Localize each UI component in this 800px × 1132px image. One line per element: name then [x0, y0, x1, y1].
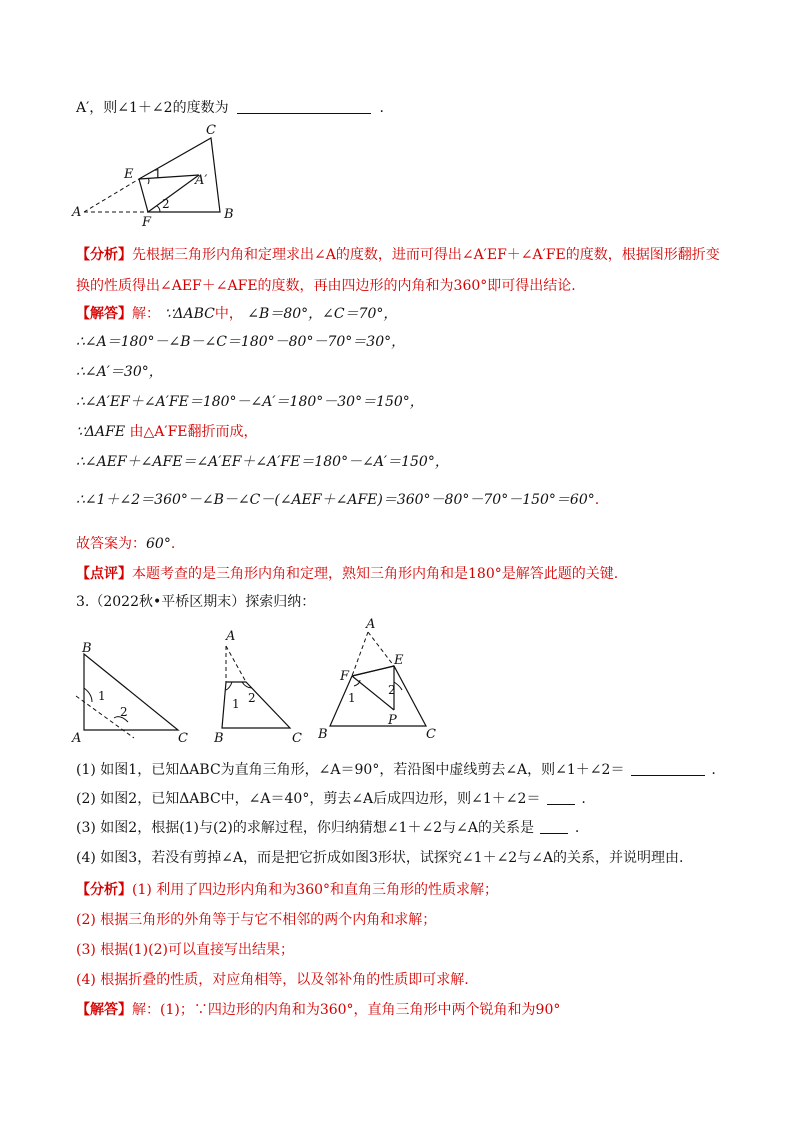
fig2-label-c: C	[292, 731, 302, 744]
fig2-label-1: 1	[232, 697, 240, 711]
q3-part4: (4) 如图3，若没有剪掉∠A，而是把它折成如图3形状，试探究∠1＋∠2与∠A的关系，并说明理由.	[76, 850, 684, 866]
angle-1-arc	[148, 178, 149, 184]
answer1-line	[76, 534, 175, 554]
solution1-line6: ∴∠AEF＋∠AFE＝∠A′EF＋∠A′FE＝180°－∠A′＝150°，	[76, 454, 449, 470]
solution2-jie: 解：	[132, 1002, 160, 1018]
fig3-label-c: C	[426, 727, 436, 742]
answer-blank	[237, 99, 371, 114]
analysis2-line2: (2) 根据三角形的外角等于与它不相邻的两个内角和求解；	[76, 912, 437, 928]
solution1-line7-text: ∴∠1＋∠2＝360°－∠B－∠C－(∠AEF＋∠AFE)＝360°－80°－70°－150°＝60°	[76, 492, 595, 508]
analysis1-text1: 先根据三角形内角和定理求出∠A的度数，进而可得出∠A′EF＋∠A′FE的度数，根据图形翻折变	[132, 247, 720, 263]
question3-heading: 3.（2022秋•平桥区期末）探索归纳：	[76, 594, 316, 610]
analysis2-text1: (1) 利用了四边形内角和为360°和直角三角形的性质求解；	[132, 882, 499, 898]
q3-part2-end: .	[581, 791, 586, 807]
fig1-label-c: C	[178, 731, 188, 744]
q3-part2-text: (2) 如图2，已知ΔABC中，∠A＝40°，剪去∠A后成四边形，则∠1＋∠2＝	[76, 791, 541, 807]
q3-part3-end: .	[574, 820, 580, 836]
solution1-line7-end: .	[594, 492, 600, 508]
q3-part2-blank	[547, 790, 575, 805]
angle-2-arc	[157, 206, 160, 212]
fig1-label-b: B	[82, 641, 92, 656]
solution2-tag: 【解答】	[76, 1002, 132, 1018]
analysis1-line2	[76, 276, 576, 296]
q3-part1-text: (1) 如图1，已知ΔABC为直角三角形，∠A＝90°，若沿图中虚线剪去∠A，则∠1＋∠2＝	[76, 762, 625, 778]
label-angle-1: 1	[154, 167, 162, 181]
solution1-afe: ∵ΔAFE	[76, 424, 126, 440]
q3-part3-text: (3) 如图2，根据(1)与(2)的求解过程，你归纳猜想∠1＋∠2与∠A的关系是	[76, 820, 534, 836]
fig1-label-2: 2	[120, 705, 128, 719]
solution1-jie: 解：	[132, 306, 160, 322]
solution1-line1	[76, 304, 397, 324]
answer1-end: .	[170, 536, 176, 552]
solution1-line7	[76, 490, 599, 510]
fig3-label-p: P	[388, 713, 397, 728]
comment1-line	[76, 564, 618, 584]
solution1-given: ∠B＝80°，∠C＝70°，	[247, 306, 398, 322]
label-angle-2: 2	[162, 197, 170, 211]
figure-2-cut-triangle	[212, 622, 312, 744]
figure-folded-triangle	[68, 118, 248, 228]
solution1-triangle: ∵ΔABC	[164, 306, 215, 322]
dashed-edge-ae	[84, 179, 139, 212]
label-e: E	[124, 167, 134, 182]
dashed-edge-fig2-right	[226, 646, 246, 682]
lead-line	[76, 98, 384, 118]
solution1-line4: ∴∠A′EF＋∠A′FE＝180°－∠A′＝180°－30°＝150°，	[76, 394, 424, 410]
solution1-line3: ∴∠A′＝30°，	[76, 364, 163, 380]
solution2-text: (1)；∵四边形的内角和为360°，直角三角形中两个锐角和为90°	[160, 1002, 561, 1018]
solution1-zhong: 中，	[214, 306, 243, 322]
solution1-line5	[76, 422, 258, 442]
fig1-label-1: 1	[98, 689, 106, 703]
analysis-tag: 【分析】	[76, 247, 132, 263]
quadrilateral-ecbf	[139, 138, 220, 212]
comment1-text: 本题考查的是三角形内角和定理，熟知三角形内角和是180°是解答此题的关键.	[132, 566, 619, 582]
label-f: F	[142, 215, 152, 228]
fig3-label-2: 2	[388, 683, 396, 697]
lead-end: .	[379, 100, 384, 116]
dashed-edge-fig3-left	[352, 632, 368, 676]
analysis2-tag: 【分析】	[76, 882, 132, 898]
solution2-line1	[76, 1000, 560, 1020]
angle-1-arc-fig3	[354, 680, 360, 686]
answer1-value: 60°	[146, 536, 171, 552]
q3-part2	[76, 789, 586, 809]
analysis2-line3: (3) 根据(1)(2)可以直接写出结果；	[76, 942, 294, 958]
analysis2-line1	[76, 880, 498, 900]
label-b: B	[224, 207, 234, 222]
figure-1-right-triangle	[70, 640, 200, 744]
figure-3-folded-triangle	[318, 614, 446, 744]
q3-part3-blank	[540, 819, 568, 834]
lead-text: A′，则∠1＋∠2的度数为	[76, 100, 229, 116]
label-a: A	[72, 205, 82, 220]
fig2-label-2: 2	[248, 691, 256, 705]
comment-tag: 【点评】	[76, 566, 132, 582]
fig1-label-a: A	[72, 731, 82, 744]
solution1-line2: ∴∠A＝180°－∠B－∠C＝180°－80°－70°＝30°，	[76, 334, 406, 350]
q3-part1	[76, 760, 716, 780]
analysis1-line1	[76, 245, 720, 265]
q3-part1-end: .	[711, 762, 716, 778]
fig3-label-e: E	[394, 653, 404, 668]
fig2-label-b: B	[214, 731, 224, 744]
label-a-prime: A′	[195, 173, 208, 188]
fig3-label-b: B	[318, 727, 328, 742]
analysis2-line4: (4) 根据折叠的性质，对应角相等，以及邻补角的性质即可求解.	[76, 972, 469, 988]
solution1-fold-text: 由△A′FE翻折而成，	[129, 424, 258, 440]
label-c: C	[206, 123, 216, 138]
angle-1-arc-fig2	[226, 682, 232, 690]
q3-part1-blank	[631, 761, 705, 776]
fold-line-fig3	[352, 666, 394, 676]
angle-1-arc-fig1	[84, 688, 92, 702]
fig2-label-a: A	[226, 629, 236, 644]
fig3-label-a: A	[366, 617, 376, 632]
answer1-label: 故答案为：	[76, 536, 146, 552]
dashed-edge-fig3-right	[368, 632, 394, 666]
solution-tag: 【解答】	[76, 306, 132, 322]
q3-part3	[76, 818, 579, 838]
analysis1-text2: 换的性质得出∠AEF＋∠AFE的度数，再由四边形的内角和为360°即可得出结论.	[76, 278, 576, 294]
fig3-label-f: F	[340, 669, 350, 684]
fig3-label-1: 1	[348, 691, 356, 705]
